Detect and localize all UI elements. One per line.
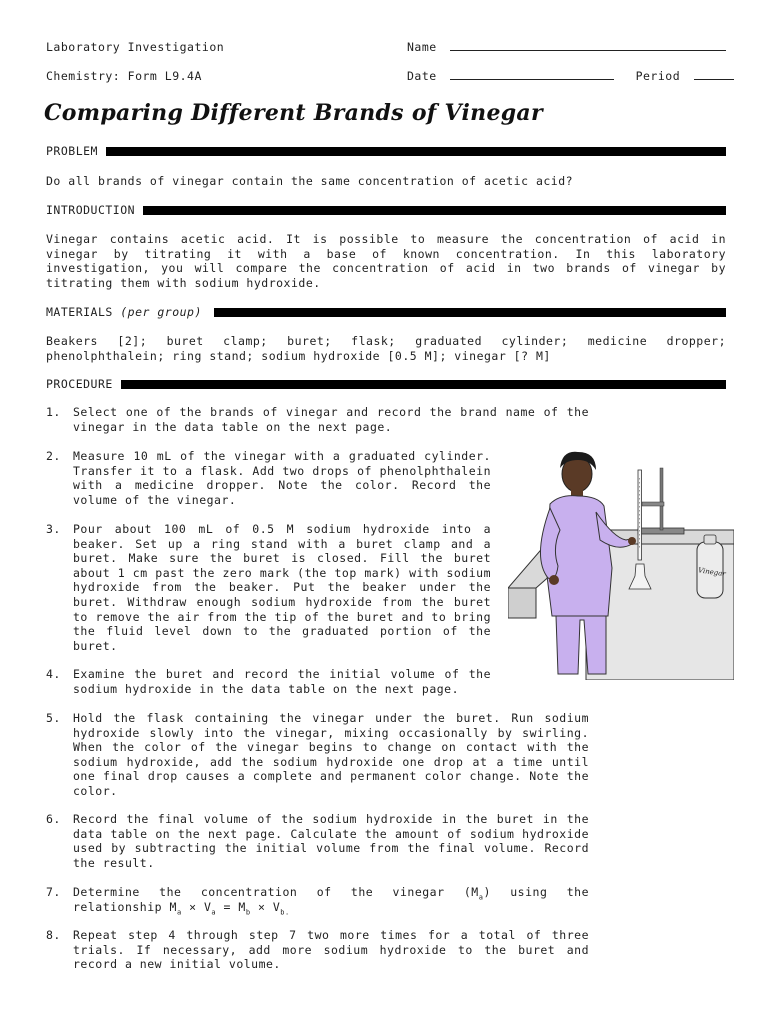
name-blank [450,40,726,51]
procedure-step [46,885,589,914]
procedure-step [46,449,491,507]
step-number: 4. [46,667,61,681]
step-text: Determine the concentration of the vinegar $(M_a)$ using the relationship $M_a \times V_a = M_b \times V_{b.}$ [73,885,589,916]
step-text: Record the final volume of the sodium hydroxide in the buret in the data table on the next page. Calculate the amount of sodium hydroxide used by subtracting the initial volume from the final volume. Record the result. [73,812,589,870]
bench-front [508,588,536,618]
heading-rule [143,206,726,215]
materials-heading-row [46,305,726,319]
materials-heading [46,305,202,319]
materials-text: Beakers [2]; buret clamp; buret; flask; graduated cylinder; medicine dropper; phenolphthalein; ring stand; sodium hydroxide [0.5 M]; vinegar [? M] [46,334,726,363]
heading-rule [214,308,726,317]
buret-clamp [642,502,664,506]
step-number: 3. [46,522,61,536]
introduction-heading: INTRODUCTION [46,203,136,217]
step-text: Pour about 100 mL of 0.5 M sodium hydroxide into a beaker. Set up a ring stand with a buret clamp and a buret. Make sure the buret is closed. Fill the buret about 1 cm past the zero mark (the top mark) with sodium hydroxide from the beaker. Put the beaker under the buret. Withdraw enough sodium hydroxide from the buret to remove the air from the tip of the buret and to bring the fluid level down to the graduated portion of the buret. [73,522,491,653]
step-text: Measure 10 mL of the vinegar with a graduated cylinder. Transfer it to a flask. Add two drops of phenolphthalein with a medicine dropper. Note the color. Record the volume of the vinegar. [73,449,491,507]
name-label: Name [407,40,437,54]
step-text: Repeat step 4 through step 7 two more times for a total of three trials. If necessary, add more sodium hydroxide to the buret and record a new initial volume. [73,928,589,972]
page-title: Comparing Different Brands of Vinegar [44,100,543,126]
course-label: Chemistry: Form L9.4A [46,69,202,83]
materials-subheading: (per group) [120,305,202,319]
step-number: 1. [46,405,61,419]
step-text: Hold the flask containing the vinegar under the buret. Run sodium hydroxide slowly into the vinegar, mixing occasionally by swirling. When the color of the vinegar begins to change on contact with the sodium hydroxide, add the sodium hydroxide one drop at a time until one final drop causes a complete and permanent color change. Note the color. [73,711,589,798]
step-number: 8. [46,928,61,942]
step-text: Select one of the brands of vinegar and record the brand name of the vinegar in the data table on the next page. [73,405,589,434]
bottle-label: Vinegar [697,566,727,579]
date-field-row [407,69,734,83]
date-blank [450,69,614,80]
period-label: Period [635,69,681,83]
person-legs [556,616,606,674]
procedure-step [46,812,589,870]
procedure-step [46,522,491,653]
procedure-heading: PROCEDURE [46,377,113,391]
date-label: Date [407,69,437,83]
procedure-heading-row [46,377,726,391]
lab-label: Laboratory Investigation [46,40,225,54]
problem-heading-row [46,144,726,158]
name-field-row [407,40,726,54]
heading-rule [121,380,726,389]
materials-heading-text: MATERIALS [46,305,113,319]
procedure-step [46,928,589,972]
step-text: Examine the buret and record the initial volume of the sodium hydroxide in the data table on the next page. [73,667,491,696]
titration-illustration [508,448,734,680]
introduction-heading-row [46,203,726,217]
step-number: 2. [46,449,61,463]
step-number: 7. [46,885,61,899]
problem-text: Do all brands of vinegar contain the same concentration of acetic acid? [46,174,574,188]
step-number: 5. [46,711,61,725]
problem-heading: PROBLEM [46,144,98,158]
procedure-step [46,711,589,799]
period-blank [694,69,734,80]
ring-stand-rod [660,468,663,530]
step-number: 6. [46,812,61,826]
procedure-step [46,405,589,434]
procedure-step [46,667,491,696]
heading-rule [106,147,726,156]
introduction-text: Vinegar contains acetic acid. It is possible to measure the concentration of acid in vinegar by titrating it with a base of known concentration. In this laboratory investigation, you will compare the concentration of acid in two brands of vinegar by titrating them with sodium hydroxide. [46,232,726,290]
